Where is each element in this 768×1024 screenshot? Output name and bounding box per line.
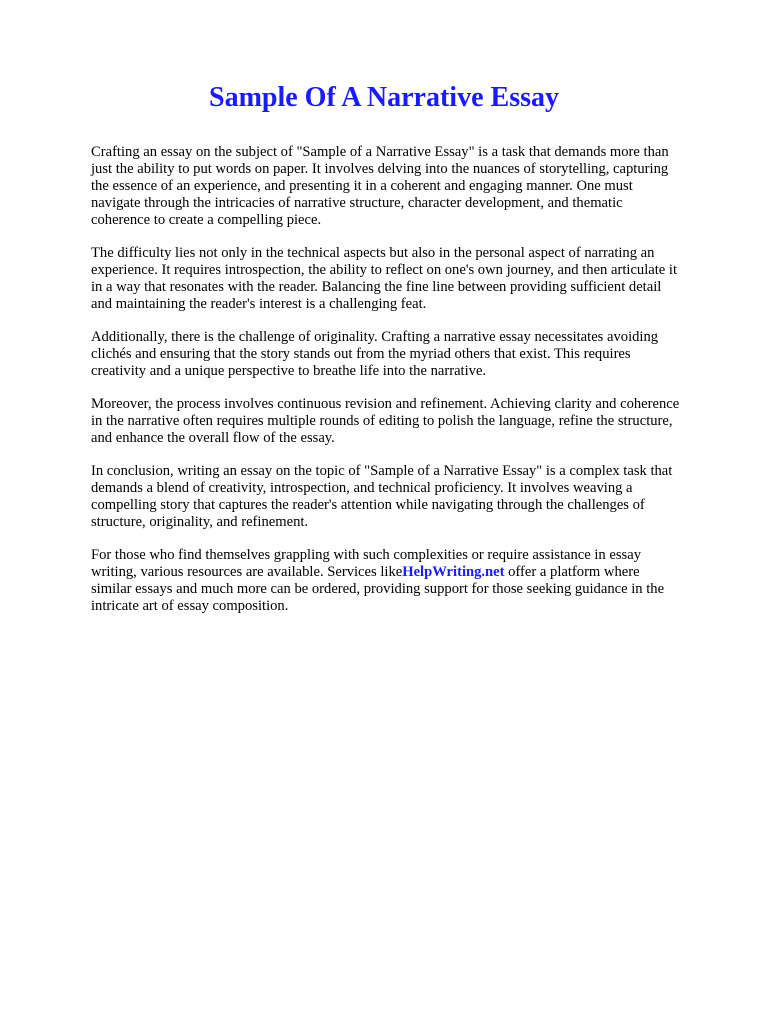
paragraph-6 <box>91 547 711 615</box>
paragraph-3: Additionally, there is the challenge of originality. Crafting a narrative essay necessitates avoiding clichés and ensuring that the story stands out from the myriad others that exist. This requires creativity and a unique perspective to breathe life into the narrative. <box>91 329 659 379</box>
paragraph-4: Moreover, the process involves continuous revision and refinement. Achieving clarity and coherence in the narrative often requires multiple rounds of editing to polish the language, refine the structure, and enhance the overall flow of the essay. <box>91 396 680 446</box>
page-title: Sample Of A Narrative Essay <box>209 82 559 113</box>
essay-body <box>91 144 711 631</box>
paragraph-5: In conclusion, writing an essay on the topic of "Sample of a Narrative Essay" is a complex task that demands a blend of creativity, introspection, and technical proficiency. It involves weaving a compelling story that captures the reader's attention while navigating through the challenges of structure, originality, and refinement. <box>91 463 673 530</box>
helpwriting-link[interactable]: HelpWriting.net <box>402 564 505 580</box>
paragraph-1: Crafting an essay on the subject of "Sample of a Narrative Essay" is a task that demands more than just the ability to put words on paper. It involves delving into the nuances of storytelling, capturing the essence of an experience, and presenting it in a coherent and engaging manner. One must navigate through the intricacies of narrative structure, character development, and thematic coherence to create a compelling piece. <box>91 144 669 228</box>
paragraph-2: The difficulty lies not only in the technical aspects but also in the personal aspect of narrating an experience. It requires introspection, the ability to reflect on one's own journey, and then articulate it in a way that resonates with the reader. Balancing the fine line between providing sufficient detail and maintaining the reader's interest is a challenging feat. <box>91 245 678 312</box>
paragraph-6-before-link: For those who find themselves grappling with such complexities or require assistance in essay writing, various resources are available. Services like <box>91 547 641 580</box>
paragraph-6-after-link: offer a platform where similar essays and much more can be ordered, providing support for those seeking guidance in the intricate art of essay composition. <box>91 564 665 614</box>
